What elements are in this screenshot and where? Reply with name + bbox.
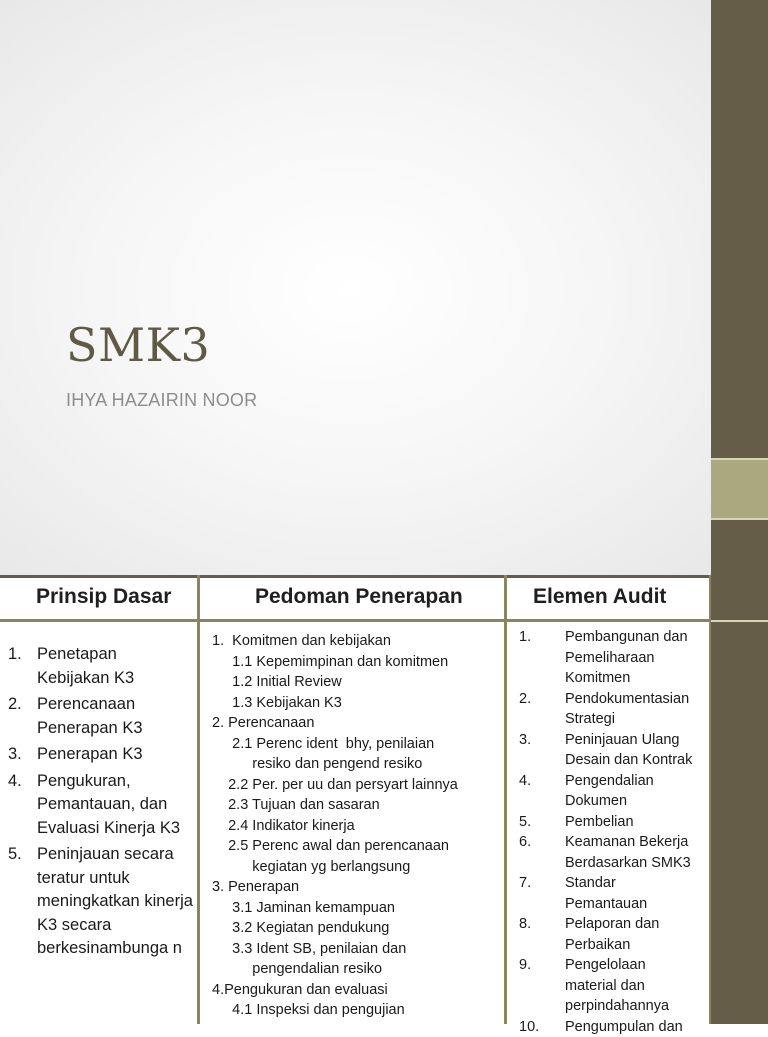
list-item-line: Pengelolaan bbox=[565, 955, 709, 976]
list-item-text: Pengukuran, Pemantauan, dan Evaluasi Kinerja K3 bbox=[37, 770, 193, 841]
list-item-text bbox=[565, 689, 709, 730]
list-item: 3.1 Jaminan kemampuan bbox=[212, 898, 502, 919]
list-item-number: 4. bbox=[8, 770, 37, 841]
elemen-list bbox=[519, 627, 709, 1037]
table-slide bbox=[0, 575, 768, 1024]
list-item-line: Berdasarkan SMK3 bbox=[565, 853, 709, 874]
list-item-line: Pemantauan bbox=[565, 894, 709, 915]
list-item bbox=[519, 832, 709, 873]
list-item: 4.Pengukuran dan evaluasi bbox=[212, 980, 502, 1001]
list-item: pengendalian resiko bbox=[212, 959, 502, 980]
list-item-text bbox=[565, 1017, 709, 1037]
slide-accent-band bbox=[711, 0, 768, 460]
list-item bbox=[519, 730, 709, 771]
list-item-number: 7. bbox=[519, 873, 565, 914]
list-item bbox=[519, 627, 709, 689]
list-item: 3.3 Ident SB, penilaian dan bbox=[212, 939, 502, 960]
list-item-text bbox=[565, 812, 709, 833]
list-item-number: 5. bbox=[519, 812, 565, 833]
list-item-line: Pembangunan dan bbox=[565, 627, 709, 648]
list-item: 3.2 Kegiatan pendukung bbox=[212, 918, 502, 939]
list-item-number: 6. bbox=[519, 832, 565, 873]
list-item: 2. Perencanaan bbox=[212, 713, 502, 734]
list-item: 1.3 Kebijakan K3 bbox=[212, 693, 502, 714]
divider bbox=[711, 518, 768, 520]
list-item bbox=[519, 812, 709, 833]
list-item-line: perpindahannya bbox=[565, 996, 709, 1017]
list-item-number: 5. bbox=[8, 843, 37, 961]
list-item-line: Komitmen bbox=[565, 668, 709, 689]
list-item-line: Desain dan Kontrak bbox=[565, 750, 709, 771]
list-item-line: Pembelian bbox=[565, 812, 709, 833]
column-header-prinsip: Prinsip Dasar bbox=[36, 585, 171, 609]
column-header-pedoman: Pedoman Penerapan bbox=[255, 585, 463, 609]
list-item-line: Standar bbox=[565, 873, 709, 894]
list-item-text bbox=[565, 730, 709, 771]
list-item-text bbox=[565, 771, 709, 812]
list-item-number: 9. bbox=[519, 955, 565, 1017]
slide-subtitle: IHYA HAZAIRIN NOOR bbox=[66, 390, 257, 411]
list-item-number: 4. bbox=[519, 771, 565, 812]
slide-accent-band-light bbox=[711, 460, 768, 518]
list-item: 1.1 Kepemimpinan dan komitmen bbox=[212, 652, 502, 673]
list-item-text: Penetapan Kebijakan K3 bbox=[37, 643, 193, 690]
list-item-line: Peninjauan Ulang bbox=[565, 730, 709, 751]
list-item-line: Pengendalian bbox=[565, 771, 709, 792]
list-item: kegiatan yg berlangsung bbox=[212, 857, 502, 878]
list-item: resiko dan pengend resiko bbox=[212, 754, 502, 775]
list-item bbox=[8, 843, 193, 961]
list-item-number: 8. bbox=[519, 914, 565, 955]
divider bbox=[0, 575, 711, 578]
list-item bbox=[8, 693, 193, 740]
list-item: 1. Komitmen dan kebijakan bbox=[212, 631, 502, 652]
divider bbox=[711, 620, 768, 622]
list-item-number: 1. bbox=[8, 643, 37, 690]
list-item bbox=[8, 770, 193, 841]
list-item: 2.1 Perenc ident bhy, penilaian bbox=[212, 734, 502, 755]
list-item: 2.2 Per. per uu dan persyart lainnya bbox=[212, 775, 502, 796]
list-item-line: Pemeliharaan bbox=[565, 648, 709, 669]
list-item: 3. Penerapan bbox=[212, 877, 502, 898]
list-item: 2.4 Indikator kinerja bbox=[212, 816, 502, 837]
prinsip-list bbox=[8, 643, 193, 964]
list-item bbox=[8, 743, 193, 767]
list-item-text bbox=[565, 627, 709, 689]
list-item: 1.2 Initial Review bbox=[212, 672, 502, 693]
list-item-line: Pendokumentasian bbox=[565, 689, 709, 710]
list-item-number: 3. bbox=[8, 743, 37, 767]
list-item-number: 10. bbox=[519, 1017, 565, 1037]
slide-accent-band bbox=[711, 518, 768, 575]
list-item-number: 3. bbox=[519, 730, 565, 771]
list-item bbox=[519, 1017, 709, 1037]
list-item-number: 2. bbox=[519, 689, 565, 730]
table-header-divider bbox=[0, 619, 711, 622]
list-item-line: Keamanan Bekerja bbox=[565, 832, 709, 853]
list-item-line: Pelaporan dan bbox=[565, 914, 709, 935]
list-item-line: Pengumpulan dan bbox=[565, 1017, 709, 1037]
column-divider bbox=[197, 575, 200, 1024]
list-item-number: 1. bbox=[519, 627, 565, 689]
list-item bbox=[519, 689, 709, 730]
list-item-text: Penerapan K3 bbox=[37, 743, 193, 767]
list-item-text bbox=[565, 914, 709, 955]
list-item-line: Strategi bbox=[565, 709, 709, 730]
list-item bbox=[519, 955, 709, 1017]
column-header-elemen: Elemen Audit bbox=[533, 585, 666, 609]
list-item-line: Dokumen bbox=[565, 791, 709, 812]
list-item: 2.3 Tujuan dan sasaran bbox=[212, 795, 502, 816]
list-item bbox=[519, 771, 709, 812]
list-item-text: Perencanaan Penerapan K3 bbox=[37, 693, 193, 740]
list-item-text: Peninjauan secara teratur untuk meningkatkan kinerja K3 secara berkesinambunga n bbox=[37, 843, 193, 961]
list-item-line: material dan bbox=[565, 976, 709, 997]
list-item-text bbox=[565, 832, 709, 873]
list-item-line: Perbaikan bbox=[565, 935, 709, 956]
slide-title: SMK3 bbox=[66, 318, 210, 372]
slide-accent-band bbox=[711, 575, 768, 1024]
list-item: 4.1 Inspeksi dan pengujian bbox=[212, 1000, 502, 1021]
list-item: 2.5 Perenc awal dan perencanaan bbox=[212, 836, 502, 857]
list-item bbox=[519, 914, 709, 955]
list-item bbox=[519, 873, 709, 914]
divider bbox=[711, 458, 768, 460]
list-item-text bbox=[565, 955, 709, 1017]
list-item-text bbox=[565, 873, 709, 914]
list-item-number: 2. bbox=[8, 693, 37, 740]
list-item bbox=[8, 643, 193, 690]
pedoman-list bbox=[212, 631, 502, 1021]
column-divider bbox=[504, 575, 507, 1024]
